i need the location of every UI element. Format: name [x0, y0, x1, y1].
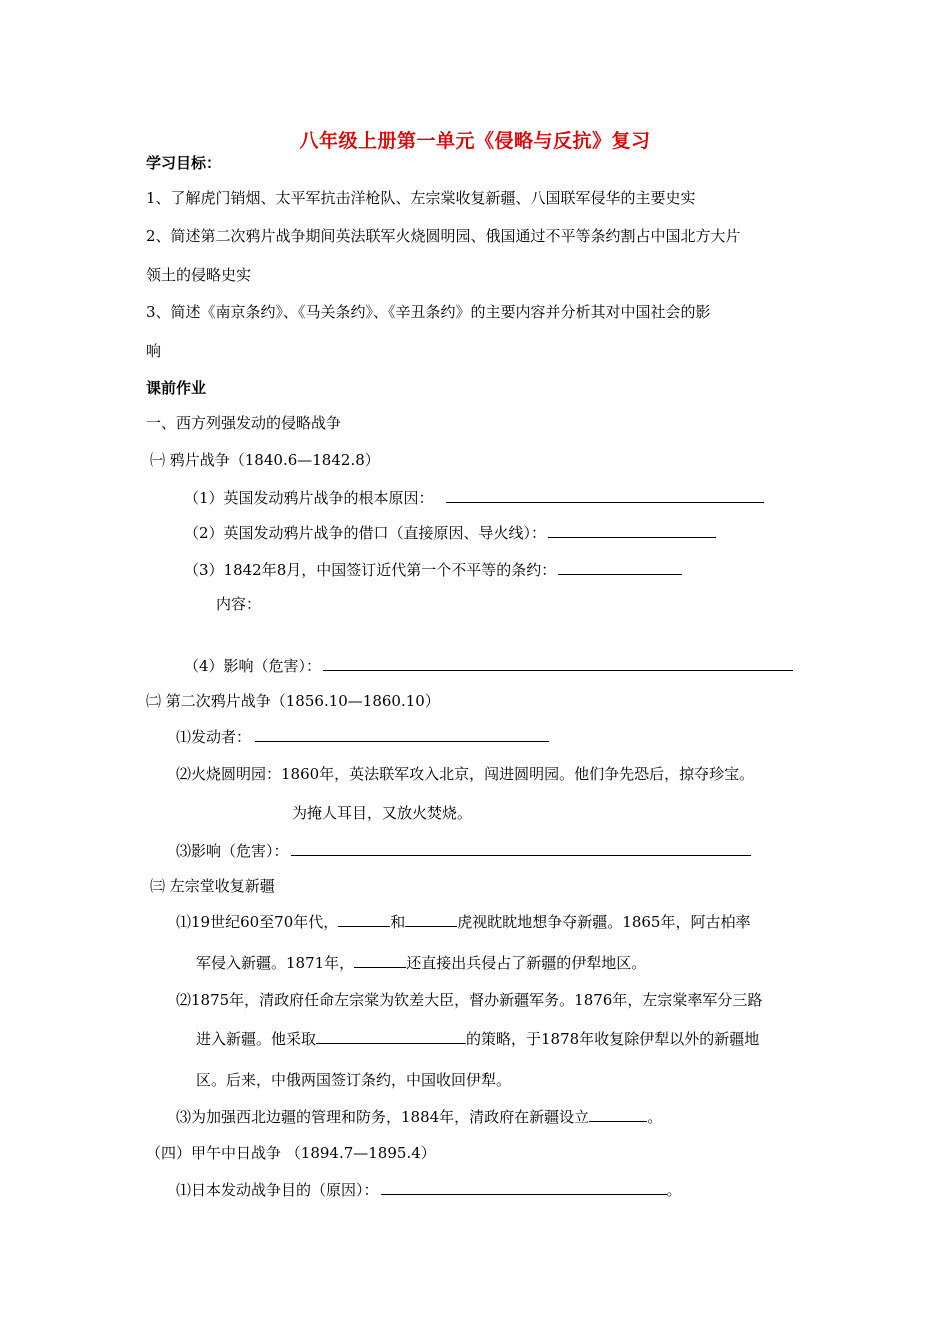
question-line: [184, 488, 764, 508]
homework-heading: 课前作业: [146, 379, 207, 397]
answer-blank[interactable]: [548, 523, 716, 538]
section-sino-japanese-war-heading: （四）甲午中日战争 （1894.7—1895.4）: [146, 1144, 436, 1162]
question-line: [184, 656, 793, 676]
answer-blank[interactable]: [316, 1029, 466, 1044]
question-text: 军侵入新疆。1871年，: [196, 954, 355, 972]
answer-blank[interactable]: [255, 727, 549, 742]
answer-blank[interactable]: [589, 1107, 647, 1122]
part-one-heading: 一、西方列强发动的侵略战争: [146, 414, 342, 432]
objective-line: 3、简述《南京条约》、《马关条约》、《辛丑条约》的主要内容并分析其对中国社会的影: [146, 303, 711, 321]
question-text: ⑴发动者：: [176, 728, 252, 746]
question-text: （2）英国发动鸦片战争的借口（直接原因、导火线）：: [184, 524, 547, 542]
content-label: 内容：: [216, 595, 262, 613]
question-text: ⑴日本发动战争目的（原因）：: [176, 1181, 379, 1199]
answer-blank[interactable]: [405, 912, 457, 927]
question-line: [196, 1029, 759, 1049]
question-line: [176, 912, 750, 932]
section-second-opium-war-heading: ㈡ 第二次鸦片战争（1856.10—1860.10）: [146, 692, 440, 710]
question-text: 。: [647, 1108, 663, 1126]
section-opium-war-heading: ㈠ 鸦片战争（1840.6—1842.8）: [150, 451, 380, 469]
question-text: ⑶影响（危害）：: [176, 842, 289, 860]
objective-line: 响: [146, 342, 162, 360]
question-line: [196, 953, 646, 973]
objective-line: 领土的侵略史实: [146, 266, 252, 284]
question-text: 还直接出兵侵占了新疆的伊犁地区。: [406, 954, 647, 972]
question-text: ⑴19世纪60至70年代，: [176, 913, 339, 931]
answer-blank[interactable]: [323, 656, 793, 671]
objectives-heading: 学习目标：: [146, 154, 222, 172]
question-text: 虎视眈眈地想争夺新疆。1865年，阿古柏率: [457, 913, 751, 931]
question-text: 和: [390, 913, 406, 931]
page-title: 八年级上册第一单元《侵略与反抗》复习: [299, 130, 651, 152]
question-text: ⑶为加强西北边疆的管理和防务，1884年，清政府在新疆设立: [176, 1108, 590, 1126]
question-line: [184, 523, 716, 543]
question-line: [176, 841, 751, 861]
question-text: 。: [666, 1181, 682, 1199]
answer-blank[interactable]: [558, 560, 682, 575]
question-line: [176, 727, 549, 747]
objective-line: 2、简述第二次鸦片战争期间英法联军火烧圆明园、俄国通过不平等条约割占中国北方大片: [146, 227, 741, 245]
question-text: （3）1842年8月，中国签订近代第一个不平等的条约：: [184, 561, 557, 579]
paragraph-line: ⑵1875年，清政府任命左宗棠为钦差大臣，督办新疆军务。1876年，左宗棠率军分三路: [176, 991, 763, 1009]
paragraph-line: 区。后来，中俄两国签订条约，中国收回伊犁。: [196, 1071, 512, 1089]
answer-blank[interactable]: [354, 953, 406, 968]
answer-blank[interactable]: [446, 488, 764, 503]
answer-blank[interactable]: [381, 1180, 667, 1195]
question-text: 的策略，于1878年收复除伊犁以外的新疆地: [466, 1030, 760, 1048]
question-line: [176, 1180, 682, 1200]
question-text: （1）英国发动鸦片战争的根本原因：: [184, 489, 434, 507]
section-xinjiang-heading: ㈢ 左宗堂收复新疆: [150, 877, 275, 895]
question-line: [176, 1107, 662, 1127]
answer-blank[interactable]: [338, 912, 390, 927]
answer-blank[interactable]: [291, 841, 751, 856]
objective-line: 1、了解虎门销烟、太平军抗击洋枪队、左宗棠收复新疆、八国联军侵华的主要史实: [146, 189, 696, 207]
paragraph-line: 为掩人耳目，又放火焚烧。: [292, 804, 473, 822]
question-text: 进入新疆。他采取: [196, 1030, 317, 1048]
question-text: （4）影响（危害）：: [184, 657, 322, 675]
paragraph-line: ⑵火烧圆明园：1860年，英法联军攻入北京，闯进圆明园。他们争先恐后，掠夺珍宝。: [176, 765, 755, 783]
question-line: [184, 560, 682, 580]
